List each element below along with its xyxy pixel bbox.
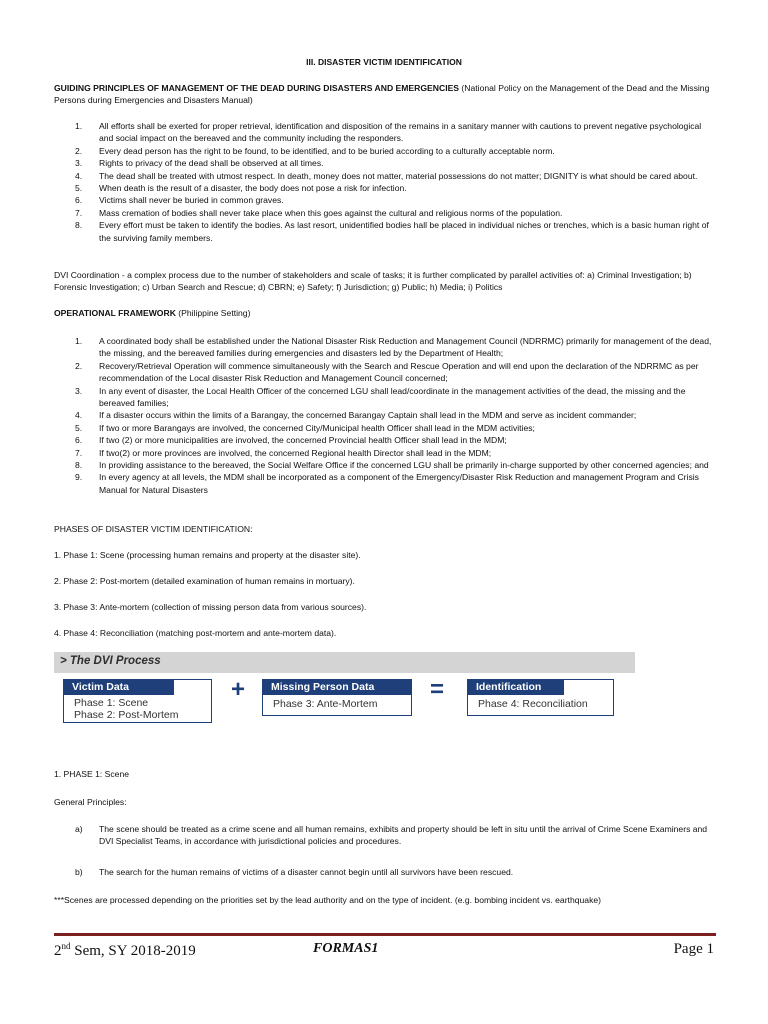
guiding-principles-list — [54, 120, 716, 244]
section-title: III. DISASTER VICTIM IDENTIFICATION — [306, 57, 462, 67]
item-letter: b) — [75, 867, 83, 877]
item-text: The dead shall be treated with utmost respect. In death, money does not matter, material possessions do not matter; DIGNITY is what should be cared about. — [99, 170, 698, 181]
list-item — [54, 866, 716, 878]
item-text: All efforts shall be exerted for proper retrieval, identification and disposition of the remains in a sanitary manner with cautions to prevent negative psychological and social impact on the bereaved and the community including the responders. — [99, 121, 702, 144]
footer-page-number: Page 1 — [673, 941, 714, 957]
item-number: 6. — [75, 195, 83, 206]
item-text: If two (2) or more municipalities are involved, the concerned Provincial health Officer shall lead in the MDM; — [99, 435, 507, 446]
item-text: The search for the human remains of victims of a disaster cannot begin until all survivors have been rescued. — [99, 867, 514, 877]
box-line: Phase 2: Post-Mortem — [74, 709, 179, 721]
list-item — [54, 170, 716, 182]
phase1-principles-list — [54, 823, 716, 848]
phase1-heading: 1. PHASE 1: Scene — [54, 769, 129, 779]
list-item — [54, 120, 716, 145]
operational-heading-sub: (Philippine Setting) — [175, 308, 251, 318]
item-number: 9. — [75, 472, 83, 483]
item-number: 2. — [75, 145, 83, 156]
box-line: Phase 4: Reconciliation — [478, 698, 588, 710]
list-item — [54, 471, 716, 496]
victim-data-box — [63, 679, 212, 723]
box-line: Phase 3: Ante-Mortem — [273, 698, 378, 710]
list-item — [54, 422, 716, 434]
item-number: 5. — [75, 422, 83, 433]
item-text: Recovery/Retrieval Operation will commence simultaneously with the Search and Rescue Operation and will end upon the declaration of the NDRRMC as per recommendation of the Local disaster Risk Reduction and Management Council concerned; — [99, 360, 699, 384]
box-line: Phase 1: Scene — [74, 697, 149, 709]
phase-line-2: 2. Phase 2: Post-mortem (detailed examination of human remains in mortuary). — [54, 576, 355, 586]
item-text: Victims shall never be buried in common graves. — [99, 195, 284, 206]
item-number: 1. — [75, 121, 83, 131]
dvi-coordination-paragraph: DVI Coordination - a complex process due to the number of stakeholders and scale of tasks; it is further complicated by parallel activities of: a) Criminal Investigation; b) Forensic Investigation; c) Urban Search and Rescue; d) CBRN; e) Safety; f) Jurisdiction; g) Public; h) Media; i) Politics — [54, 270, 692, 293]
item-number: 3. — [75, 158, 83, 169]
item-text: If two or more Barangays are involved, the concerned City/Municipal health Officer shall lead in the MDM activities; — [99, 422, 535, 433]
item-text: If a disaster occurs within the limits of a Barangay, the concerned Barangay Captain shall lead in the MDM and serve as incident commander; — [99, 410, 637, 421]
operational-framework-list — [54, 335, 716, 496]
guiding-principles-heading — [54, 82, 716, 107]
scene-priority-note: ***Scenes are processed depending on the priorities set by the lead authority and on the type of incident. (e.g. bombing incident vs. earthquake) — [54, 895, 602, 905]
list-item — [54, 194, 716, 206]
item-number: 7. — [75, 207, 83, 218]
dvi-process-title: > The DVI Process — [60, 655, 161, 667]
item-number: 8. — [75, 220, 83, 231]
semester-number: 2 — [54, 943, 62, 959]
item-number: 1. — [75, 336, 83, 346]
list-item — [54, 207, 716, 219]
guiding-heading-bold: GUIDING PRINCIPLES OF MANAGEMENT OF THE DEAD DURING DISASTERS AND EMERGENCIES — [54, 83, 460, 93]
list-item — [54, 157, 716, 169]
list-item — [54, 823, 716, 848]
equals-sign: = — [430, 676, 445, 703]
item-text: When death is the result of a disaster, the body does not pose a risk for infection. — [99, 183, 407, 194]
semester-year: Sem, SY 2018-2019 — [70, 943, 196, 959]
item-text: Every effort must be taken to identify the bodies. As last resort, unidentified bodies hall be placed in individual niches or trenches, which is a basic human right of the surviving family members. — [99, 220, 709, 243]
item-number: 4. — [75, 170, 83, 181]
item-number: 7. — [75, 447, 83, 458]
box-title: Missing Person Data — [263, 680, 411, 695]
guiding-heading-source: (National Policy on the Management of the Dead and the Missing Persons during Emergencies and Disasters Manual) — [54, 83, 710, 106]
phases-heading: PHASES OF DISASTER VICTIM IDENTIFICATION: — [54, 524, 253, 534]
list-item — [54, 219, 716, 244]
phase1-principles-list-b — [54, 866, 716, 878]
identification-box — [467, 679, 614, 716]
list-item — [54, 459, 716, 471]
list-item — [54, 409, 716, 421]
item-number: 2. — [75, 360, 83, 371]
phase-line-4: 4. Phase 4: Reconciliation (matching post-mortem and ante-mortem data). — [54, 628, 337, 638]
plus-sign: + — [231, 676, 246, 703]
list-item — [54, 182, 716, 194]
list-item — [54, 335, 716, 360]
item-number: 5. — [75, 183, 83, 194]
box-title: Victim Data — [64, 680, 174, 695]
item-text: In any event of disaster, the Local Health Officer of the concerned LGU shall lead/coordinate in the management activities of the dead, the missing and the bereaved families; — [99, 385, 686, 409]
item-text: If two(2) or more provinces are involved, the concerned Regional health Director shall lead in the MDM; — [99, 447, 492, 458]
item-number: 6. — [75, 435, 83, 446]
item-number: 8. — [75, 460, 83, 471]
item-text: Every dead person has the right to be found, to be identified, and to be buried according to a culturally acceptable norm. — [99, 145, 555, 156]
item-number: 4. — [75, 410, 83, 421]
phase-line-1: 1. Phase 1: Scene (processing human remains and property at the disaster site). — [54, 550, 361, 560]
footer-rule — [54, 933, 716, 936]
item-text: In providing assistance to the bereaved, the Social Welfare Office if the concerned LGU shall be primarily in-charge supported by other concerned agencies; and — [99, 460, 709, 471]
operational-heading-bold: OPERATIONAL FRAMEWORK — [54, 308, 176, 318]
footer-semester — [54, 941, 196, 960]
list-item — [54, 434, 716, 446]
box-title: Identification — [468, 680, 564, 695]
dvi-process-banner — [54, 652, 635, 673]
item-text: In every agency at all levels, the MDM shall be incorporated as a component of the Emergency/Disaster Risk Reduction and management Program and Crisis Manual for Natural Disasters — [99, 472, 699, 495]
item-number: 3. — [75, 385, 83, 396]
item-letter: a) — [75, 824, 83, 834]
item-text: Mass cremation of bodies shall never take place when this goes against the cultural and religious norms of the population. — [99, 207, 563, 218]
phase-line-3: 3. Phase 3: Ante-mortem (collection of missing person data from various sources). — [54, 602, 367, 612]
list-item — [54, 385, 716, 410]
footer-course: FORMAS1 — [313, 941, 379, 956]
item-text: Rights to privacy of the dead shall be observed at all times. — [99, 158, 324, 169]
list-item — [54, 447, 716, 459]
list-item — [54, 360, 716, 385]
item-text: The scene should be treated as a crime scene and all human remains, exhibits and property should be left in situ until the arrival of Crime Scene Examiners and DVI Specialist Teams, in accordance with jurisdictional policies and procedures. — [99, 824, 708, 847]
general-principles-label: General Principles: — [54, 797, 127, 807]
list-item — [54, 145, 716, 157]
semester-suffix: nd — [61, 941, 71, 951]
missing-person-data-box — [262, 679, 412, 716]
operational-framework-heading — [54, 308, 250, 318]
item-text: A coordinated body shall be established under the National Disaster Risk Reduction and Management Council (NDRRMC) primarily for management of the dead, the missing, and the bereaved families during emergencies and disasters led by the Department of Health; — [99, 336, 712, 359]
